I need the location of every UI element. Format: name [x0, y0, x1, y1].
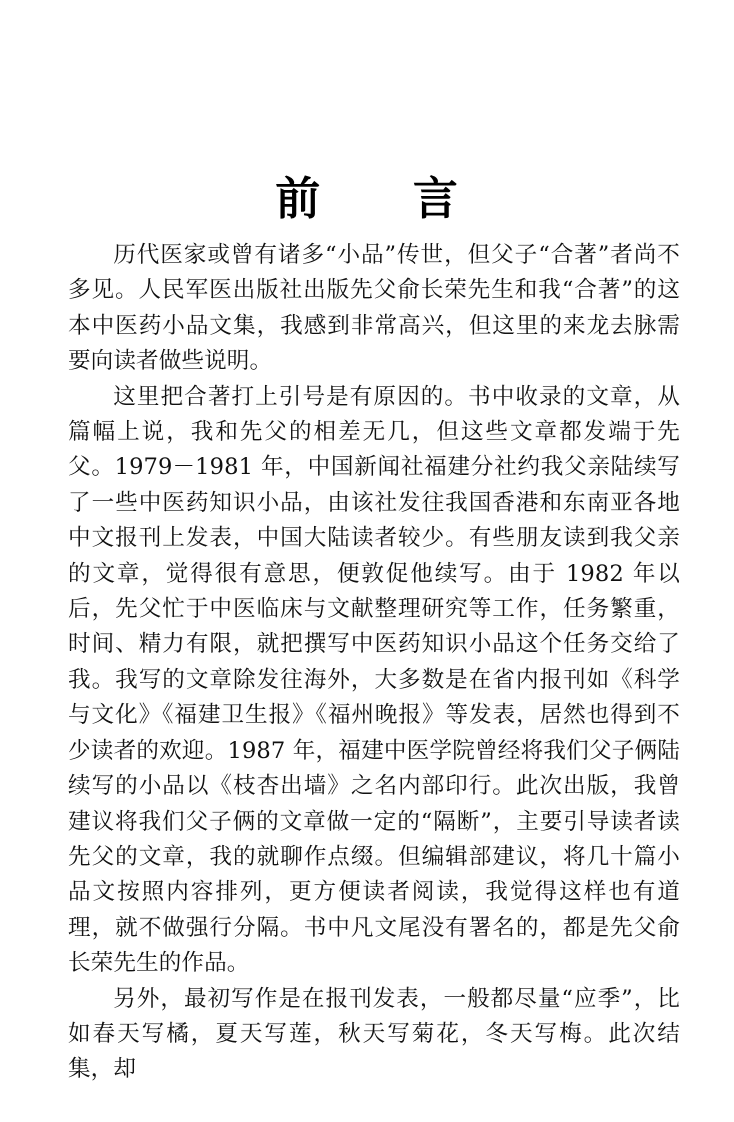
paragraph-3: 另外，最初写作是在报刊发表，一般都尽量“应季”，比如春天写橘，夏天写莲，秋天写菊花，冬天写梅。此次结集，却 — [68, 985, 680, 1083]
page-title: 前 言 — [275, 172, 459, 226]
body-text-block — [68, 238, 680, 1088]
paragraph-1: 历代医家或曾有诸多“小品”传世，但父子“合著”者尚不多见。人民军医出版社出版先父俞长荣先生和我“合著”的这本中医药小品文集，我感到非常高兴，但这里的来龙去脉需要向读者做些说明。 — [68, 242, 680, 375]
paragraph-2: 这里把合著打上引号是有原因的。书中收录的文章，从篇幅上说，我和先父的相差无几，但这些文章都发端于先父。1979－1981 年，中国新闻社福建分社约我父亲陆续写了一些中医药知识小品，由该社发往我国香港和东南亚各地中文报刊上发表，中国大陆读者较少。有些朋友读到我父亲的文章，觉得很有意思，便敦促他续写。由于 1982 年以后，先父忙于中医临床与文献整理研究等工作，任务繁重，时间、精力有限，就把撰写中医药知识小品这个任务交给了我。我写的文章除发往海外，大多数是在省内报刊如《科学与文化》《福建卫生报》《福州晚报》等发表，居然也得到不少读者的欢迎。1987 年，福建中医学院曾经将我们父子俩陆续写的小品以《枝杏出墙》之名内部印行。此次出版，我曾建议将我们父子俩的文章做一定的“隔断”，主要引导读者读先父的文章，我的就聊作点缀。但编辑部建议，将几十篇小品文按照内容排列，更方便读者阅读，我觉得这样也有道理，就不做强行分隔。书中凡文尾没有署名的，都是先父俞长荣先生的作品。 — [68, 383, 680, 977]
